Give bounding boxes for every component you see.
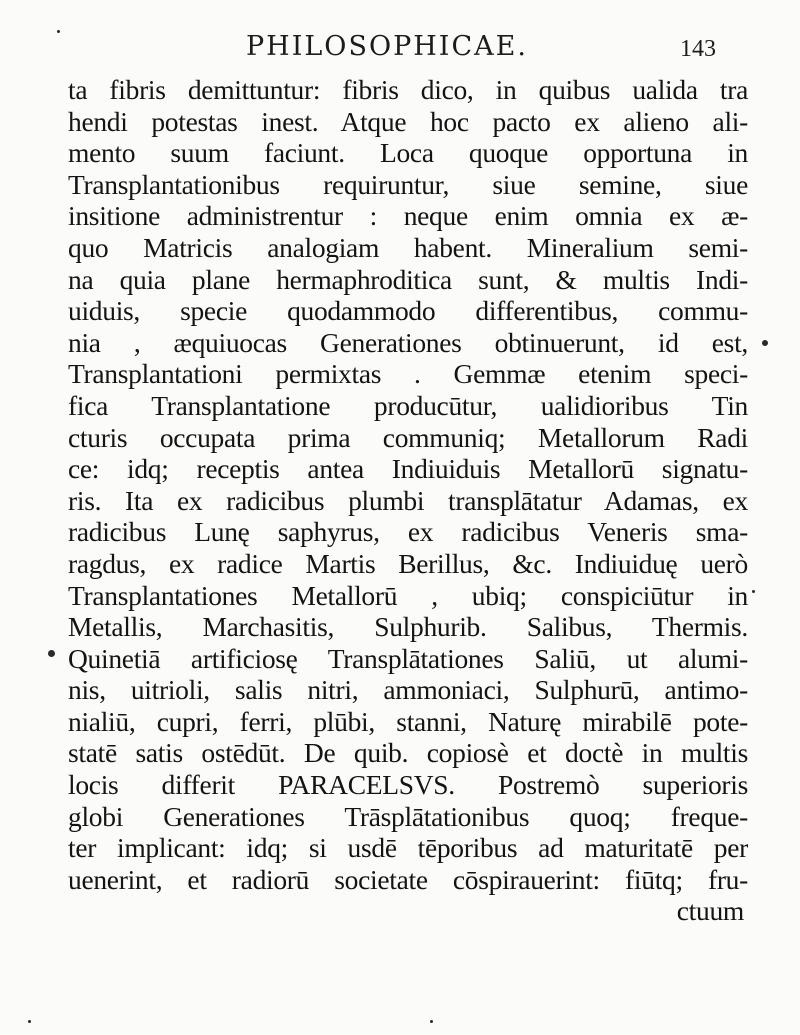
text-line: ragdus, ex radice Martis Berillus, &c. Indiuiduę uerò [68, 547, 748, 579]
text-line: uiduis, specie quodammodo differentibus, commu- [68, 295, 748, 327]
text-line: nis, uitrioli, salis nitri, ammoniaci, Sulphurū, antimo- [68, 674, 748, 706]
text-line: uenerint, et radiorū societate cōspirauerint: fiūtq; fru- [68, 863, 748, 895]
text-line: radicibus Lunę saphyrus, ex radicibus Veneris sma- [68, 516, 748, 548]
ink-speck [430, 1020, 433, 1023]
text-line: quo Matricis analogiam habent. Mineralium semi- [68, 231, 748, 263]
text-line: nialiū, cupri, ferri, plūbi, stanni, Naturę mirabilē pote- [68, 705, 748, 737]
page-number: 143 [680, 36, 716, 62]
text-line: statē satis ostēdūt. De quib. copiosè et doctè in multis [68, 737, 748, 769]
ink-speck [48, 650, 55, 657]
ink-speck [752, 590, 755, 593]
text-line: Metallis, Marchasitis, Sulphurib. Salibus, Thermis. [68, 611, 748, 643]
text-line: locis differit PARACELSVS. Postremò superioris [68, 769, 748, 801]
text-line: globi Generationes Trāsplātationibus quoq; freque- [68, 800, 748, 832]
text-line: ce: idq; receptis antea Indiuiduis Metallorū signatu- [68, 453, 748, 485]
text-line: mento suum faciunt. Loca quoque opportuna in [68, 137, 748, 169]
catchword: ctuum [676, 895, 744, 927]
body-text [68, 74, 748, 927]
text-line: fica Transplantatione producūtur, ualidioribus Tin [68, 389, 748, 421]
text-line: Quinetiā artificiosę Transplātationes Saliū, ut alumi- [68, 642, 748, 674]
text-line: insitione administrentur : neque enim omnia ex æ- [68, 200, 748, 232]
text-line: Transplantationes Metallorū , ubiq; conspiciūtur in [68, 579, 748, 611]
text-line: Transplantationibus requiruntur, siue semine, siue [68, 168, 748, 200]
text-line: hendi potestas inest. Atque hoc pacto ex alieno ali- [68, 105, 748, 137]
text-line: cturis occupata prima communiq; Metallorum Radi [68, 421, 748, 453]
running-title: PHILOSOPHICAE. [246, 31, 528, 62]
text-line: ta fibris demittuntur: fibris dico, in quibus ualida tra [68, 74, 748, 105]
text-line: na quia plane hermaphroditica sunt, & multis Indi- [68, 263, 748, 295]
ink-speck [57, 30, 60, 33]
ink-speck [762, 340, 768, 346]
text-line: ris. Ita ex radicibus plumbi transplātatur Adamas, ex [68, 484, 748, 516]
text-line: nia , æquiuocas Generationes obtinuerunt, id est, [68, 326, 748, 358]
running-head [0, 24, 800, 64]
ink-speck [28, 1020, 31, 1023]
text-line: Transplantationi permixtas . Gemmæ etenim speci- [68, 358, 748, 390]
text-line: ter implicant: idq; si usdē tēporibus ad maturitatē per [68, 832, 748, 864]
